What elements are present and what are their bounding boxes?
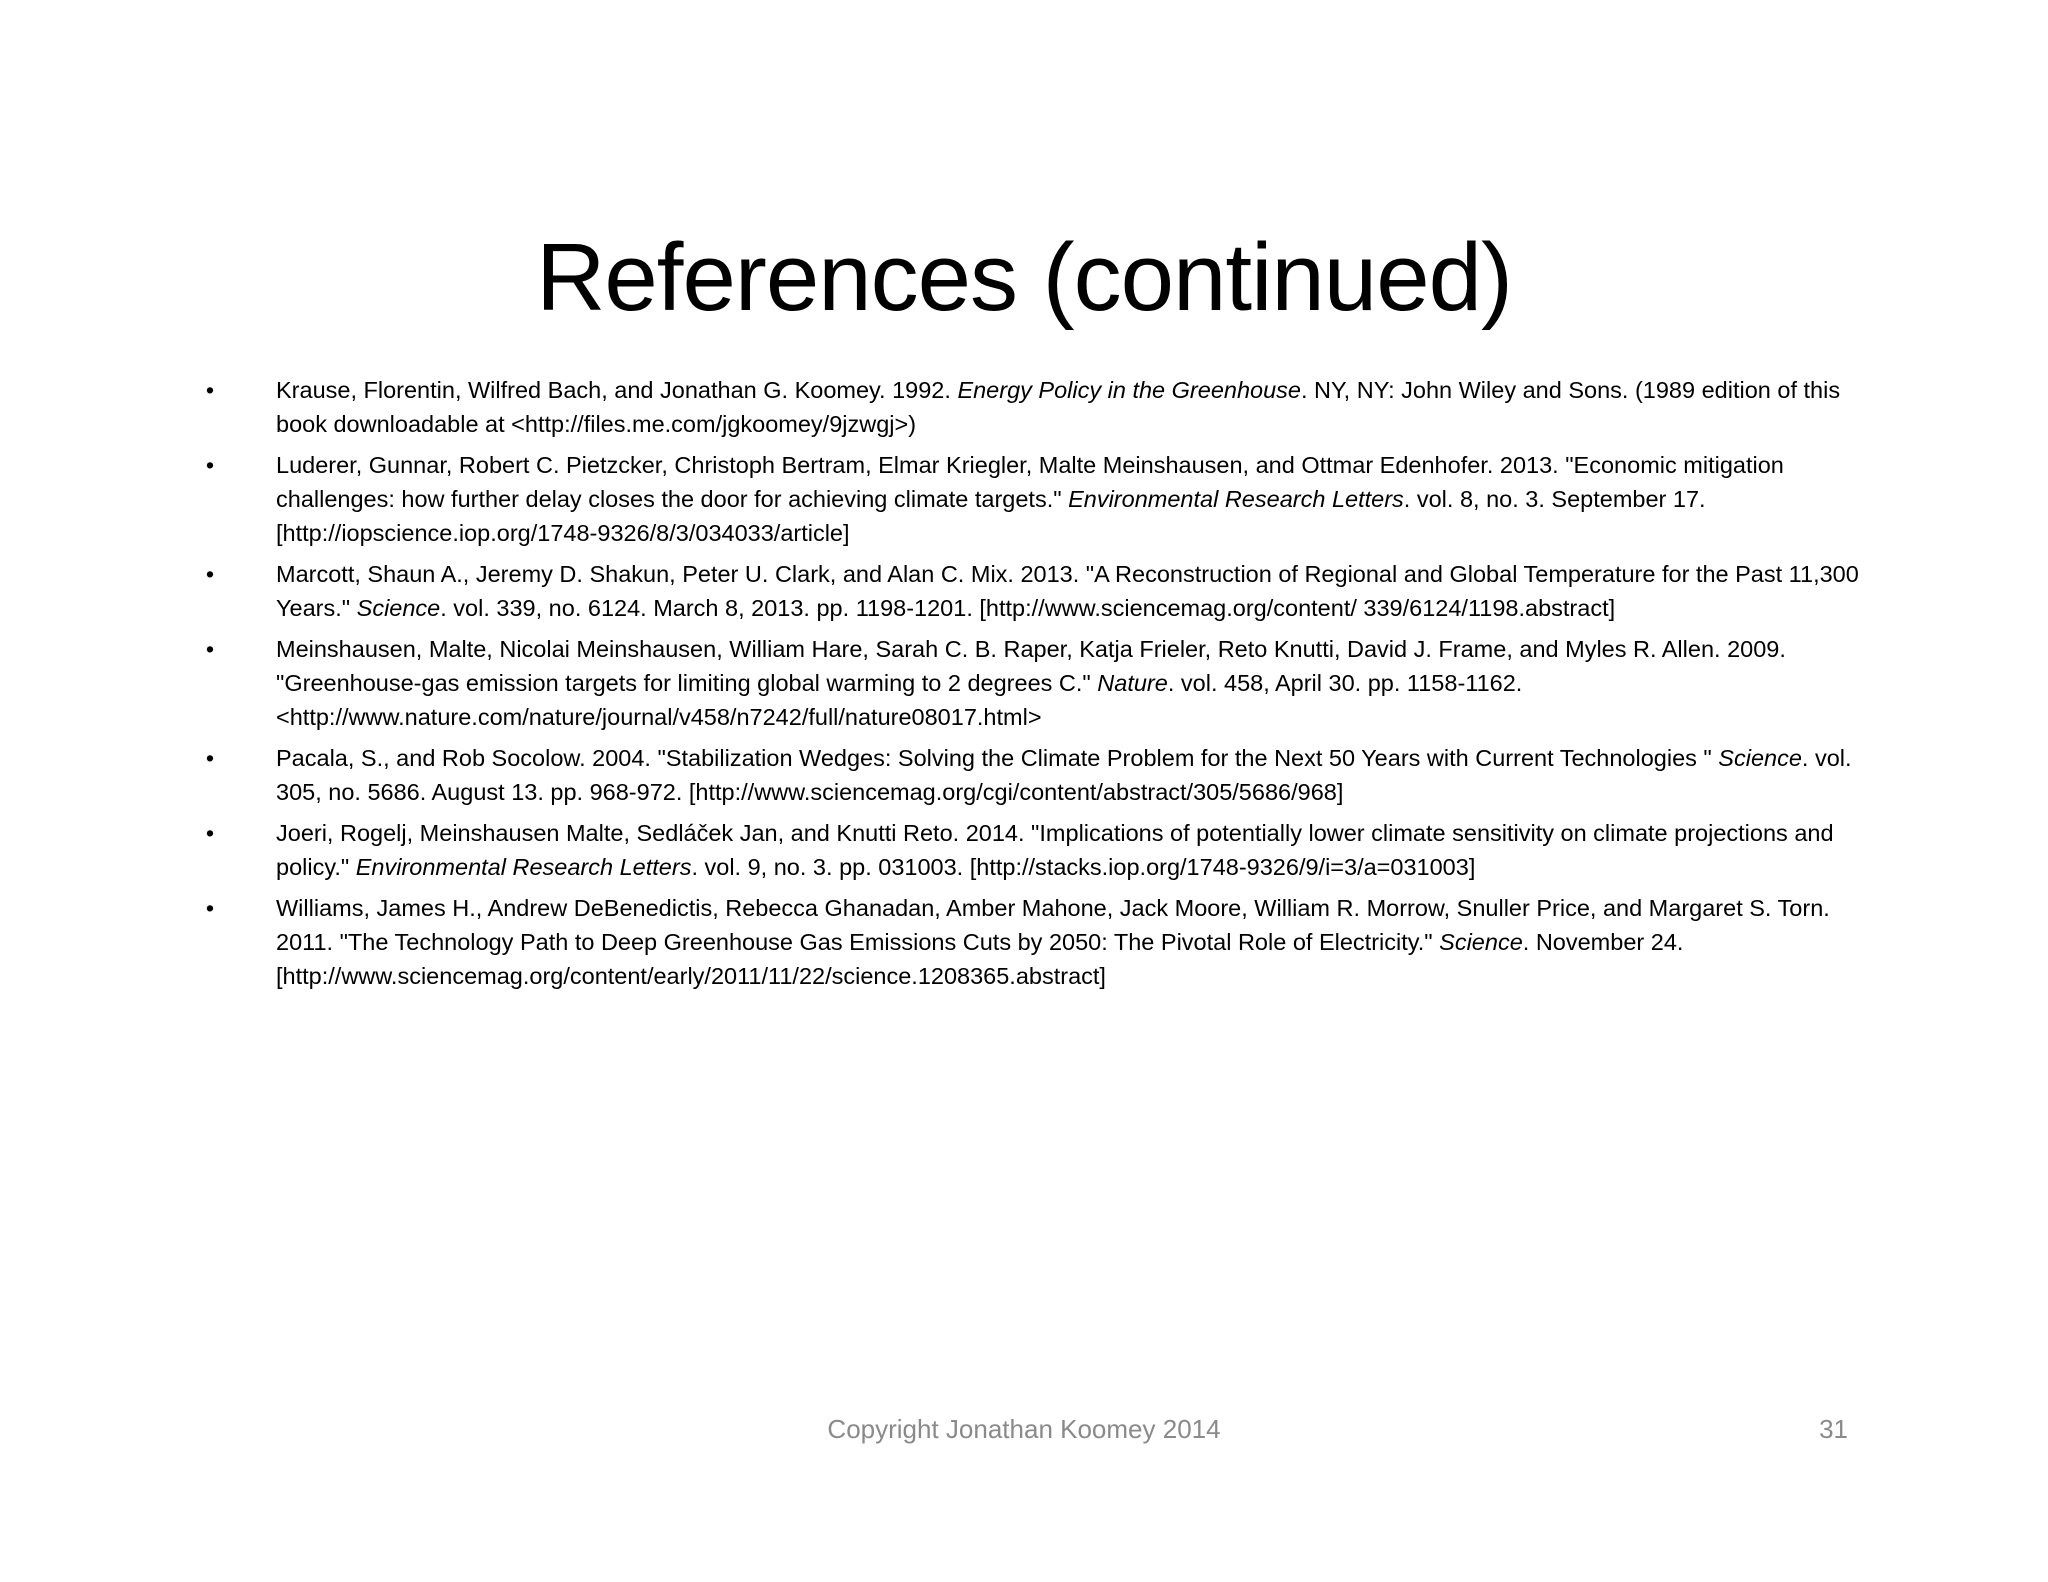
reference-text-end: . vol. 458, April 30. pp. 1158-1162. <http://www.nature.com/nature/journal/v458/n7242/full/nature08017.html> (276, 670, 1523, 730)
bullet-icon: • (205, 636, 215, 662)
bullet-icon: • (205, 561, 215, 587)
reference-text (276, 745, 1852, 805)
publication-title: Energy Policy in the Greenhouse (957, 377, 1301, 403)
reference-text-end: . vol. 305, no. 5686. August 13. pp. 968-972. [http://www.sciencemag.org/cgi/content/abstract/305/5686/968] (276, 745, 1852, 805)
reference-text-start: Joeri, Rogelj, Meinshausen Malte, Sedláček Jan, and Knutti Reto. 2014. "Implications of potentially lower climate sensitivity on climate projections and policy." (276, 820, 1834, 880)
reference-item (200, 557, 1860, 625)
reference-item (200, 632, 1860, 734)
reference-text (276, 820, 1834, 880)
reference-text (276, 561, 1859, 621)
reference-text-end: . vol. 339, no. 6124. March 8, 2013. pp. 1198-1201. [http://www.sciencemag.org/content/ 339/6124/1198.abstract] (440, 595, 1616, 621)
publication-title: Environmental Research Letters (1068, 486, 1404, 512)
reference-list (200, 373, 1860, 1000)
publication-title: Nature (1097, 670, 1168, 696)
reference-item (200, 373, 1860, 441)
footer-copyright: Copyright Jonathan Koomey 2014 (827, 1414, 1221, 1444)
reference-text-start: Krause, Florentin, Wilfred Bach, and Jonathan G. Koomey. 1992. (276, 377, 958, 403)
reference-text (276, 636, 1786, 730)
reference-text (276, 377, 1840, 437)
publication-title: Science (356, 595, 441, 621)
reference-text (276, 895, 1830, 989)
reference-text-start: Williams, James H., Andrew DeBenedictis, Rebecca Ghanadan, Amber Mahone, Jack Moore, William R. Morrow, Snuller Price, and Margaret S. Torn. 2011. "The Technology Path to Deep Greenhouse Gas Emissions Cuts by 2050: The Pivotal Role of Electricity." (276, 895, 1830, 955)
publication-title: Science (1718, 745, 1802, 771)
bullet-icon: • (205, 895, 215, 921)
reference-item (200, 816, 1860, 884)
page-number: 31 (1819, 1414, 1848, 1444)
reference-item (200, 741, 1860, 809)
bullet-icon: • (205, 452, 215, 478)
reference-text-start: Meinshausen, Malte, Nicolai Meinshausen, William Hare, Sarah C. B. Raper, Katja Frieler, Reto Knutti, David J. Frame, and Myles R. Allen. 2009. "Greenhouse-gas emission targets for limiting global warming to 2 degrees C." (276, 636, 1786, 696)
publication-title: Environmental Research Letters (355, 854, 692, 880)
reference-item (200, 448, 1860, 550)
slide-title: References (continued) (536, 224, 1512, 331)
reference-text-end: . vol. 9, no. 3. pp. 031003. [http://stacks.iop.org/1748-9326/9/i=3/a=031003] (691, 854, 1476, 880)
reference-text-end: . NY, NY: John Wiley and Sons. (1989 edition of this book downloadable at <http://files.me.com/jgkoomey/9jzwgj>) (276, 377, 1841, 437)
publication-title: Science (1439, 929, 1523, 955)
reference-text-start: Pacala, S., and Rob Socolow. 2004. "Stabilization Wedges: Solving the Climate Problem for the Next 50 Years with Current Technologies " (276, 745, 1719, 771)
bullet-icon: • (205, 377, 215, 403)
bullet-icon: • (205, 820, 215, 846)
reference-text-end: . November 24. [http://www.sciencemag.org/content/early/2011/11/22/science.1208365.abstract] (276, 929, 1684, 989)
reference-text (276, 452, 1784, 546)
reference-item (200, 891, 1860, 993)
reference-text-start: Luderer, Gunnar, Robert C. Pietzcker, Christoph Bertram, Elmar Kriegler, Malte Meinshausen, and Ottmar Edenhofer. 2013. "Economic mitigation challenges: how further delay closes the door for achieving climate targets." (276, 452, 1784, 512)
bullet-icon: • (205, 745, 215, 771)
reference-text-start: Marcott, Shaun A., Jeremy D. Shakun, Peter U. Clark, and Alan C. Mix. 2013. "A Reconstruction of Regional and Global Temperature for the Past 11,300 Years." (276, 561, 1859, 621)
reference-text-end: . vol. 8, no. 3. September 17. [http://iopscience.iop.org/1748-9326/8/3/034033/article] (276, 486, 1706, 546)
